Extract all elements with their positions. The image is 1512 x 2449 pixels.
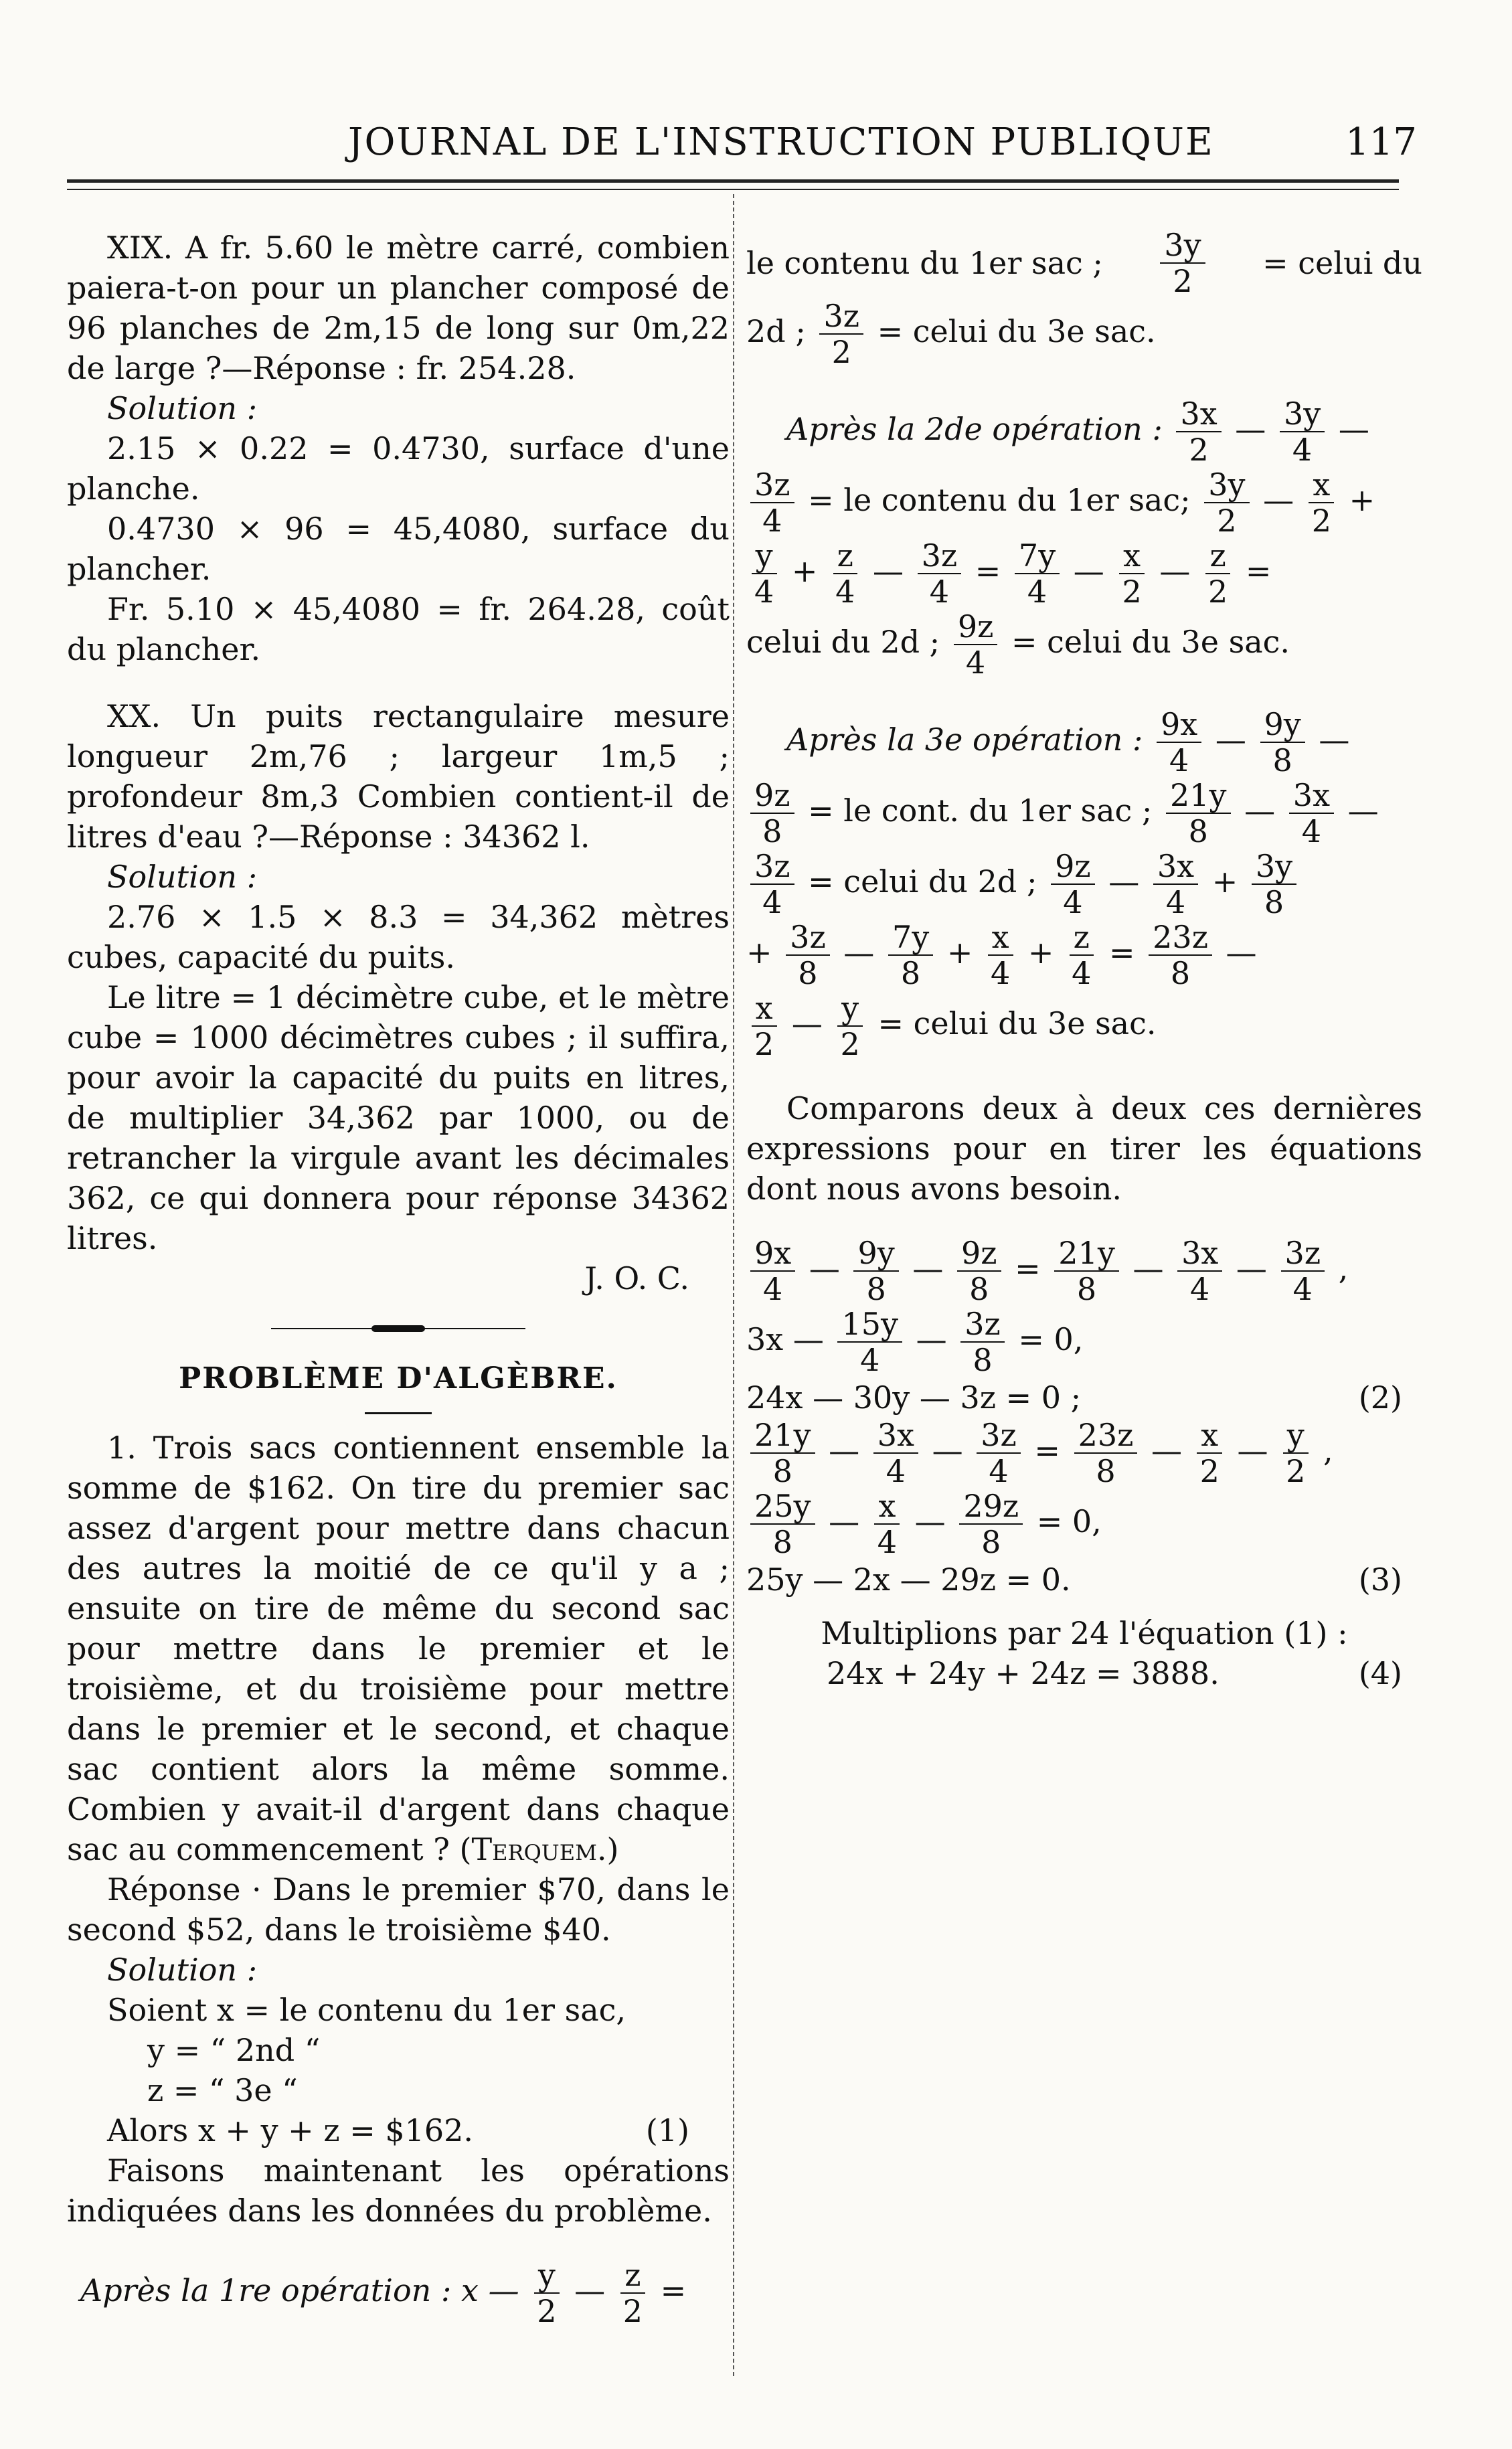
definition-z: z = “ 3e “ (147, 2072, 298, 2108)
fraction: $\frac{9x}{4}$ (750, 1236, 795, 1306)
xix-step-3: Fr. 5.10 × 45,4080 = fr. 264.28, coût du plancher. (67, 591, 730, 667)
header-rule-thin (67, 189, 1399, 190)
fraction: $\frac{3z}{8}$ (786, 920, 830, 991)
equation-d: $\frac{25y}{8}$ — $\frac{x}{4}$ — $\frac{29z}{8}$ = 0, (746, 1489, 1422, 1559)
column-divider (733, 194, 734, 2376)
op3-line-4: + $\frac{3z}{8}$ — $\frac{7y}{8}$ + $\frac{x}{4}$ + $\frac{z}{4}$ = $\frac{23z}{8}$ — (746, 919, 1257, 991)
operations-intro: Faisons maintenant les opérations indiquées dans les données du problème. (67, 2152, 730, 2229)
op2-line-1: Après la 2de opération : $\frac{3x}{2}$ — $\frac{3y}{4}$ — (786, 396, 1369, 468)
fraction: $\frac{3x}{4}$ (1153, 849, 1198, 920)
left-column (67, 228, 730, 2329)
xix-step-2: 0.4730 × 96 = 45,4080, surface du plancher. (67, 511, 730, 587)
journal-title: JOURNAL DE L'INSTRUCTION PUBLIQUE (348, 120, 1214, 164)
fraction: $\frac{9y}{8}$ (853, 1236, 898, 1306)
algebra-problem: 1. Trois sacs contiennent ensemble la somme de $162. On tire du premier sac assez d'argent pour mettre dans chacun des autres la moitié de ce qu'il y a ; ensuite on tire de même du second sac pour mettre dans le premier et le troisième, et du troisième pour mettre dans le premier et le second, et chaque sac contient alors la même somme. Combien y avait-il d'argent dans chaque sac au commencement ? (Terquem.) (67, 1430, 730, 1867)
fraction: $\frac{15y}{4}$ (837, 1306, 902, 1377)
op3-line-1: Après la 3e opération : $\frac{9x}{4}$ — $\frac{9y}{8}$ — (786, 706, 1350, 778)
page-number: 117 (1345, 120, 1417, 164)
fraction: $\frac{7y}{8}$ (888, 920, 933, 991)
fraction: $\frac{3z}{4}$ (977, 1418, 1021, 1489)
fraction: $\frac{3x}{4}$ (1177, 1236, 1222, 1306)
equation-a: $\frac{9x}{4}$ — $\frac{9y}{8}$ — $\frac{9z}{8}$ = $\frac{21y}{8}$ — $\frac{3x}{4}$ — $\frac{3z}{4}$ , (746, 1236, 1422, 1306)
op3-line-2: $\frac{9z}{8}$ = le cont. du 1er sac ; $\frac{21y}{8}$ — $\frac{3x}{4}$ — (746, 778, 1422, 849)
xx-solution-heading: Solution : (107, 859, 258, 895)
fraction: $\frac{3x}{4}$ (873, 1418, 918, 1489)
fraction: $\frac{3y}{8}$ (1252, 849, 1296, 920)
algebra-solution-heading: Solution : (107, 1952, 258, 1988)
header-rule-thick (67, 179, 1399, 183)
operation-1: Après la 1re opération : x — $\frac{y}{2}$ — $\frac{z}{2}$ = (80, 2257, 687, 2329)
right-column (746, 228, 1422, 1693)
section-heading: PROBLÈME D'ALGÈBRE. (179, 1361, 618, 1396)
equation-2: 24x — 30y — 3z = 0 ; (2) (746, 1379, 1402, 1416)
xx-step-1: 2.76 × 1.5 × 8.3 = 34,362 mètres cubes, capacité du puits. (67, 899, 730, 975)
fraction: $\frac{y}{4}$ (750, 538, 778, 609)
op1-line-1: le contenu du 1er sac ; $\frac{3y}{2}$ = celui du (746, 227, 1422, 299)
fraction: $\frac{29z}{8}$ (959, 1489, 1023, 1559)
fraction: $\frac{9z}{8}$ (957, 1236, 1001, 1306)
op2-line-3: $\frac{y}{4}$ + $\frac{z}{4}$ — $\frac{3z}{4}$ = $\frac{7y}{4}$ — $\frac{x}{2}$ — $\frac{z}{2}$ = (746, 538, 1422, 609)
fraction: $\frac{x}{2}$ (1196, 1418, 1224, 1489)
fraction: $\frac{7y}{4}$ (1015, 538, 1060, 609)
fraction: $\frac{3z}{8}$ (960, 1306, 1005, 1377)
op1-line-2: 2d ; $\frac{3z}{2}$ = celui du 3e sac. (746, 298, 1156, 370)
fraction: $\frac{23z}{8}$ (1074, 1418, 1138, 1489)
fraction: $\frac{3z}{4}$ (918, 538, 962, 609)
equation-c: $\frac{21y}{8}$ — $\frac{3x}{4}$ — $\frac{3z}{4}$ = $\frac{23z}{8}$ — $\frac{x}{2}$ — $\frac{y}{2}$ , (746, 1418, 1422, 1489)
page-header (0, 114, 1512, 174)
author-name: Terquem (471, 1831, 597, 1867)
fraction: $\frac{9z}{4}$ (1051, 849, 1095, 920)
fraction: $\frac{y}{2}$ (1282, 1418, 1309, 1489)
section-rule (365, 1412, 432, 1414)
equation-3: 25y — 2x — 29z = 0. (3) (746, 1561, 1402, 1598)
equation-b: 3x — $\frac{15y}{4}$ — $\frac{3z}{8}$ = 0, (746, 1306, 1084, 1378)
fraction: $\frac{25y}{8}$ (750, 1489, 815, 1559)
problem-xx: XX. Un puits rectangulaire mesure longueur 2m,76 ; largeur 1m,5 ; profondeur 8m,3 Combien contient-il de litres d'eau ?—Réponse : 34362 l. (67, 698, 730, 855)
signature: J. O. C. (584, 1260, 689, 1296)
fraction: $\frac{3z}{4}$ (1281, 1236, 1325, 1306)
op2-line-4: celui du 2d ; $\frac{9z}{4}$ = celui du 3e sac. (746, 608, 1290, 681)
xix-step-1: 2.15 × 0.22 = 0.4730, surface d'une planche. (67, 430, 730, 507)
op2-line-2: $\frac{3z}{4}$ = le contenu du 1er sac; $\frac{3y}{2}$ — $\frac{x}{2}$ + (746, 467, 1422, 538)
problem-xix: XIX. A fr. 5.60 le mètre carré, combien paiera-t-on pour un plancher composé de 96 planches de 2m,15 de long sur 0m,22 de large ?—Réponse : fr. 254.28. (67, 230, 730, 386)
op3-line-5: $\frac{x}{2}$ — $\frac{y}{2}$ = celui du 3e sac. (746, 991, 1422, 1062)
algebra-answer: Réponse · Dans le premier $70, dans le second $52, dans le troisième $40. (67, 1871, 730, 1948)
compare-paragraph: Comparons deux à deux ces dernières expressions pour en tirer les équations dont nous avons besoin. (746, 1090, 1422, 1207)
fraction: $\frac{21y}{8}$ (750, 1418, 815, 1489)
xx-step-2: Le litre = 1 décimètre cube, et le mètre cube = 1000 décimètres cubes ; il suffira, pour avoir la capacité du puits en litres, de multiplier 34,362 par 1000, ou de retrancher la virgule avant les décimales 362, ce qui donnera pour réponse 34362 litres. (67, 979, 730, 1256)
op3-line-3: $\frac{3z}{4}$ = celui du 2d ; $\frac{9z}{4}$ — $\frac{3x}{4}$ + $\frac{3y}{8}$ (746, 849, 1422, 920)
fraction: $\frac{21y}{8}$ (1054, 1236, 1119, 1306)
fraction: $\frac{x}{4}$ (987, 920, 1014, 991)
equation-4: 24x + 24y + 24z = 3888. (4) (827, 1655, 1402, 1691)
multiply-line: Multiplions par 24 l'équation (1) : (821, 1615, 1348, 1651)
fraction: $\frac{23z}{8}$ (1149, 920, 1212, 991)
definition-x: Soient x = le contenu du 1er sac, (107, 1992, 626, 2028)
fraction: $\frac{x}{4}$ (873, 1489, 901, 1559)
definition-y: y = “ 2nd “ (147, 2032, 321, 2068)
fraction: $\frac{z}{4}$ (1068, 920, 1095, 991)
ornament-divider (271, 1325, 525, 1332)
equation-1: Alors x + y + z = $162. (1) (107, 2112, 689, 2148)
fraction: $\frac{x}{2}$ (1118, 538, 1145, 609)
fraction: $\frac{z}{2}$ (1204, 538, 1232, 609)
fraction: $\frac{z}{4}$ (831, 538, 859, 609)
xix-solution-heading: Solution : (107, 390, 258, 426)
